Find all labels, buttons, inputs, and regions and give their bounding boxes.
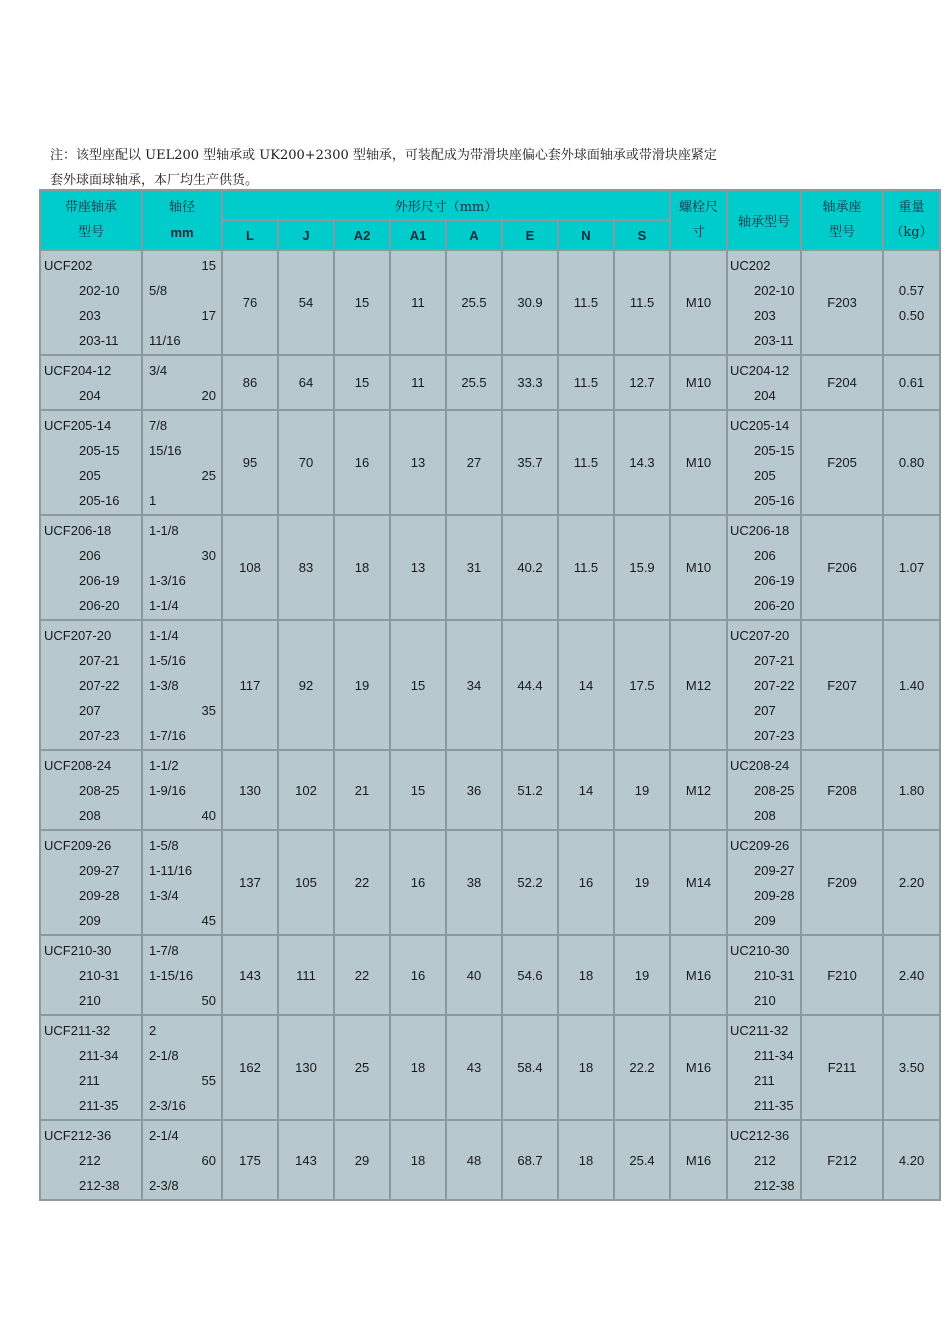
shaft-diameter: 2-3/16: [149, 1097, 186, 1113]
cell-dim-S: 17.5: [615, 621, 669, 749]
model-code: 205: [79, 467, 101, 483]
cell-dim-N: 11.5: [559, 411, 613, 514]
cell-model: [41, 516, 141, 619]
header-housing-line-1: 轴承座: [822, 200, 862, 215]
model-code: 212: [79, 1152, 101, 1168]
cell-dim-L: 137: [223, 831, 277, 934]
cell-shaft: [143, 936, 221, 1014]
cell-shaft: [143, 831, 221, 934]
model-code: UCF209-26: [44, 837, 112, 853]
cell-dim-L: 108: [223, 516, 277, 619]
note-line-1: 注：该型座配以 UEL200 型轴承或 UK200+2300 型轴承，可装配成为带滑块座偏心套外球面轴承或带滑块座紧定: [50, 148, 717, 163]
cell-dim-E: 51.2: [503, 751, 557, 829]
model-code: 207-23: [79, 727, 120, 743]
bearing-code: UC204-12: [730, 362, 790, 378]
table-row: [41, 831, 939, 934]
cell-dim-E: 33.3: [503, 356, 557, 409]
bearing-code: 206: [754, 547, 776, 563]
cell-bearing: [728, 1121, 800, 1199]
cell-bearing: [728, 831, 800, 934]
cell-dim-S: 25.4: [615, 1121, 669, 1199]
bearing-code: 204: [754, 387, 776, 403]
cell-dim-N: 11.5: [559, 356, 613, 409]
bearing-code: 205-16: [754, 492, 795, 508]
header-dim-E: E: [503, 221, 557, 249]
shaft-diameter: 1-1/4: [149, 627, 179, 643]
cell-dim-E: 30.9: [503, 251, 557, 354]
shaft-diameter: 20: [201, 387, 216, 403]
cell-bolt: M12: [671, 621, 726, 749]
bearing-code: 211-35: [754, 1097, 794, 1113]
table-row: [41, 751, 939, 829]
cell-dim-N: 11.5: [559, 251, 613, 354]
bearing-code: UC206-18: [730, 522, 790, 538]
cell-dim-A1: 13: [391, 516, 445, 619]
cell-model: [41, 621, 141, 749]
cell-dim-A: 43: [447, 1016, 501, 1119]
cell-weight: [884, 411, 939, 514]
model-code: 207-21: [79, 652, 120, 668]
shaft-diameter: 1-5/16: [149, 652, 186, 668]
weight-value: 4.20: [898, 1152, 925, 1168]
bearing-code: 205: [754, 467, 776, 483]
header-model-line-2: 型号: [77, 225, 104, 240]
weight-value: 1.40: [898, 677, 925, 693]
cell-bolt: M10: [671, 251, 726, 354]
weight-value: 0.50: [898, 307, 925, 323]
cell-bearing: [728, 516, 800, 619]
shaft-diameter: 1-3/8: [149, 677, 179, 693]
shaft-diameter: 2-1/8: [149, 1047, 179, 1063]
shaft-diameter: 3/4: [149, 362, 168, 378]
bearing-code: 208: [754, 807, 776, 823]
cell-weight: [884, 1121, 939, 1199]
header-dim-N: N: [559, 221, 613, 249]
bearing-code: 210-31: [754, 967, 795, 983]
cell-dim-E: 44.4: [503, 621, 557, 749]
shaft-diameter: 1: [149, 492, 157, 508]
note-text: [50, 143, 790, 193]
header-dim-S: S: [615, 221, 669, 249]
header-housing-line-2: 型号: [829, 225, 856, 240]
cell-dim-A2: 22: [335, 936, 389, 1014]
model-code: UCF204-12: [44, 362, 112, 378]
model-code: 206-19: [79, 572, 120, 588]
cell-dim-A: 25.5: [447, 356, 501, 409]
table-row: [41, 936, 939, 1014]
cell-model: [41, 411, 141, 514]
cell-dim-L: 130: [223, 751, 277, 829]
model-code: 210: [79, 992, 101, 1008]
cell-dim-A1: 18: [391, 1121, 445, 1199]
bearing-code: UC202: [730, 257, 771, 273]
model-code: UCF212-36: [44, 1127, 112, 1143]
cell-housing: F203: [802, 251, 882, 354]
header-weight-line-1: 重量: [898, 200, 925, 215]
model-code: 206: [79, 547, 101, 563]
model-code: 209: [79, 912, 101, 928]
cell-shaft: [143, 516, 221, 619]
cell-shaft: [143, 621, 221, 749]
header-shaft-line-1: 轴径: [168, 200, 195, 215]
cell-bolt: M16: [671, 936, 726, 1014]
bearing-code: 203: [754, 307, 776, 323]
cell-dim-A: 31: [447, 516, 501, 619]
cell-dim-A: 38: [447, 831, 501, 934]
cell-dim-A2: 22: [335, 831, 389, 934]
bearing-code: 208-25: [754, 782, 795, 798]
header-model-line-1: 带座轴承: [64, 200, 117, 215]
shaft-diameter: 40: [201, 807, 216, 823]
model-code: 207-22: [79, 677, 120, 693]
shaft-diameter: 2-1/4: [149, 1127, 179, 1143]
cell-weight: [884, 621, 939, 749]
cell-dim-S: 12.7: [615, 356, 669, 409]
cell-dim-N: 18: [559, 1016, 613, 1119]
header-dims-group: 外形尺寸（mm）: [223, 191, 669, 219]
header-model: [41, 191, 141, 249]
bearing-code: UC207-20: [730, 627, 790, 643]
cell-dim-E: 58.4: [503, 1016, 557, 1119]
cell-weight: [884, 936, 939, 1014]
shaft-diameter: 1-1/2: [149, 757, 179, 773]
bearing-code: 209: [754, 912, 776, 928]
cell-dim-A2: 16: [335, 411, 389, 514]
header-bearing: 轴承型号: [728, 191, 800, 249]
cell-dim-A: 36: [447, 751, 501, 829]
cell-dim-S: 19: [615, 831, 669, 934]
cell-dim-S: 22.2: [615, 1016, 669, 1119]
cell-housing: F212: [802, 1121, 882, 1199]
cell-weight: [884, 516, 939, 619]
shaft-diameter: 1-7/8: [149, 942, 179, 958]
cell-dim-S: 19: [615, 936, 669, 1014]
cell-dim-L: 175: [223, 1121, 277, 1199]
cell-dim-A2: 29: [335, 1121, 389, 1199]
cell-dim-A1: 13: [391, 411, 445, 514]
cell-dim-A1: 16: [391, 936, 445, 1014]
shaft-diameter: 35: [201, 702, 216, 718]
cell-housing: F205: [802, 411, 882, 514]
header-bolt-line-1: 螺栓尺: [679, 200, 719, 215]
table-row: [41, 1016, 939, 1119]
weight-value: 2.20: [898, 875, 925, 890]
header-shaft-line-2: mm: [170, 225, 194, 240]
model-code: UCF208-24: [44, 757, 112, 773]
bearing-code: 206-19: [754, 572, 795, 588]
cell-dim-A2: 21: [335, 751, 389, 829]
shaft-diameter: 11/16: [149, 332, 181, 348]
shaft-diameter: 55: [201, 1072, 216, 1088]
cell-bolt: M16: [671, 1121, 726, 1199]
cell-housing: F207: [802, 621, 882, 749]
model-code: 205-15: [79, 442, 120, 458]
table-row: [41, 1121, 939, 1199]
cell-dim-J: 54: [279, 251, 333, 354]
shaft-diameter: 1-3/16: [149, 572, 186, 588]
bearing-code: UC209-26: [730, 837, 790, 853]
cell-model: [41, 1121, 141, 1199]
model-code: 204: [79, 387, 101, 403]
weight-value: 1.80: [898, 782, 925, 798]
bearing-code: 203-11: [754, 332, 794, 348]
cell-dim-L: 76: [223, 251, 277, 354]
cell-dim-A: 48: [447, 1121, 501, 1199]
cell-dim-L: 143: [223, 936, 277, 1014]
model-code: UCF211-32: [44, 1022, 111, 1038]
cell-dim-A2: 15: [335, 356, 389, 409]
cell-dim-A1: 15: [391, 621, 445, 749]
bearing-code: 207-21: [754, 652, 795, 668]
cell-bolt: M10: [671, 516, 726, 619]
cell-housing: F211: [802, 1016, 882, 1119]
cell-model: [41, 751, 141, 829]
cell-dim-E: 68.7: [503, 1121, 557, 1199]
bearing-spec-table: [39, 189, 941, 1201]
bearing-code: 207: [754, 702, 776, 718]
bearing-code: 211: [754, 1072, 775, 1088]
cell-dim-A2: 15: [335, 251, 389, 354]
cell-bolt: M10: [671, 411, 726, 514]
cell-dim-A1: 11: [391, 356, 445, 409]
model-code: UCF206-18: [44, 522, 112, 538]
cell-shaft: [143, 356, 221, 409]
cell-weight: [884, 356, 939, 409]
shaft-diameter: 1-3/4: [149, 887, 179, 903]
model-code: 203: [79, 307, 101, 323]
cell-dim-A: 34: [447, 621, 501, 749]
table-row: [41, 411, 939, 514]
header-dim-A: A: [447, 221, 501, 249]
model-code: UCF207-20: [44, 627, 112, 643]
cell-dim-J: 64: [279, 356, 333, 409]
cell-dim-N: 14: [559, 621, 613, 749]
shaft-diameter: 15: [201, 257, 216, 273]
cell-dim-N: 18: [559, 1121, 613, 1199]
cell-dim-J: 92: [279, 621, 333, 749]
cell-bolt: M14: [671, 831, 726, 934]
cell-dim-S: 19: [615, 751, 669, 829]
weight-value: 0.61: [898, 375, 925, 390]
cell-dim-E: 40.2: [503, 516, 557, 619]
model-code: 209-28: [79, 887, 120, 903]
cell-housing: F209: [802, 831, 882, 934]
shaft-diameter: 60: [201, 1152, 216, 1168]
shaft-diameter: 25: [201, 467, 216, 483]
table-row: [41, 356, 939, 409]
cell-bearing: [728, 621, 800, 749]
cell-model: [41, 356, 141, 409]
header-shaft: [143, 191, 221, 249]
shaft-diameter: 1-1/4: [149, 597, 179, 613]
shaft-diameter: 2: [149, 1022, 157, 1038]
header-weight: [884, 191, 939, 249]
bearing-code: 212-38: [754, 1177, 795, 1193]
cell-dim-A: 40: [447, 936, 501, 1014]
bearing-code: UC205-14: [730, 417, 790, 433]
table-row: [41, 251, 939, 354]
cell-dim-L: 86: [223, 356, 277, 409]
cell-dim-J: 111: [279, 936, 333, 1014]
weight-value: 0.57: [898, 282, 925, 298]
cell-shaft: [143, 251, 221, 354]
cell-bearing: [728, 1016, 800, 1119]
bearing-code: 209-27: [754, 862, 795, 878]
model-code: UCF205-14: [44, 417, 112, 433]
shaft-diameter: 1-7/16: [149, 727, 186, 743]
cell-dim-A1: 18: [391, 1016, 445, 1119]
weight-value: 1.07: [898, 560, 925, 575]
model-code: UCF210-30: [44, 942, 112, 958]
cell-bearing: [728, 356, 800, 409]
cell-dim-A1: 15: [391, 751, 445, 829]
model-code: 206-20: [79, 597, 120, 613]
cell-bolt: M10: [671, 356, 726, 409]
bearing-code: 207-23: [754, 727, 795, 743]
cell-dim-A2: 18: [335, 516, 389, 619]
cell-model: [41, 1016, 141, 1119]
shaft-diameter: 1-1/8: [149, 522, 179, 538]
cell-dim-J: 102: [279, 751, 333, 829]
model-code: 208-25: [79, 782, 120, 798]
cell-bearing: [728, 251, 800, 354]
cell-shaft: [143, 411, 221, 514]
cell-housing: F204: [802, 356, 882, 409]
cell-dim-S: 11.5: [615, 251, 669, 354]
bearing-code: 202-10: [754, 282, 795, 298]
cell-dim-L: 117: [223, 621, 277, 749]
cell-model: [41, 251, 141, 354]
table-row: [41, 621, 939, 749]
model-code: 205-16: [79, 492, 120, 508]
shaft-diameter: 1-9/16: [149, 782, 186, 798]
model-code: UCF202: [44, 257, 93, 273]
cell-dim-A: 25.5: [447, 251, 501, 354]
model-code: 210-31: [79, 967, 120, 983]
cell-bolt: M12: [671, 751, 726, 829]
cell-dim-S: 14.3: [615, 411, 669, 514]
bearing-code: 205-15: [754, 442, 795, 458]
shaft-diameter: 17: [201, 307, 216, 323]
header-housing: [802, 191, 882, 249]
cell-weight: [884, 1016, 939, 1119]
shaft-diameter: 7/8: [149, 417, 168, 433]
weight-value: 0.80: [898, 455, 925, 470]
cell-dim-N: 18: [559, 936, 613, 1014]
cell-weight: [884, 251, 939, 354]
weight-value: 3.50: [898, 1060, 925, 1075]
model-code: 211: [79, 1072, 100, 1088]
cell-dim-N: 16: [559, 831, 613, 934]
cell-dim-L: 162: [223, 1016, 277, 1119]
cell-dim-A1: 11: [391, 251, 445, 354]
note-line-2: 套外球面球轴承，本厂均生产供货。: [50, 173, 259, 188]
cell-model: [41, 831, 141, 934]
weight-value: 2.40: [898, 967, 925, 983]
shaft-diameter: 5/8: [149, 282, 168, 298]
cell-model: [41, 936, 141, 1014]
model-code: 202-10: [79, 282, 120, 298]
shaft-diameter: 1-5/8: [149, 837, 179, 853]
bearing-code: 206-20: [754, 597, 795, 613]
cell-bearing: [728, 936, 800, 1014]
header-bolt: [671, 191, 726, 249]
cell-dim-A1: 16: [391, 831, 445, 934]
shaft-diameter: 15/16: [149, 442, 182, 458]
cell-weight: [884, 831, 939, 934]
cell-dim-J: 83: [279, 516, 333, 619]
cell-dim-J: 130: [279, 1016, 333, 1119]
shaft-diameter: 1-11/16: [149, 862, 193, 878]
model-code: 211-35: [79, 1097, 119, 1113]
cell-dim-N: 11.5: [559, 516, 613, 619]
shaft-diameter: 1-15/16: [149, 967, 194, 983]
model-code: 207: [79, 702, 101, 718]
cell-dim-A2: 25: [335, 1016, 389, 1119]
bearing-code: 209-28: [754, 887, 795, 903]
bearing-code: UC208-24: [730, 757, 790, 773]
header-dim-A1: A1: [391, 221, 445, 249]
header-dim-L: L: [223, 221, 277, 249]
shaft-diameter: 45: [201, 912, 216, 928]
cell-dim-E: 52.2: [503, 831, 557, 934]
bearing-code: 210: [754, 992, 776, 1008]
shaft-diameter: 2-3/8: [149, 1177, 179, 1193]
cell-shaft: [143, 1121, 221, 1199]
cell-dim-E: 35.7: [503, 411, 557, 514]
cell-bolt: M16: [671, 1016, 726, 1119]
bearing-code: UC211-32: [730, 1022, 789, 1038]
cell-dim-A2: 19: [335, 621, 389, 749]
bearing-code: 212: [754, 1152, 776, 1168]
bearing-code: 207-22: [754, 677, 795, 693]
header-weight-line-2: （kg）: [890, 225, 933, 240]
bearing-code: UC212-36: [730, 1127, 790, 1143]
bearing-code: UC210-30: [730, 942, 790, 958]
cell-dim-E: 54.6: [503, 936, 557, 1014]
header-dim-A2: A2: [335, 221, 389, 249]
model-code: 203-11: [79, 332, 119, 348]
header-dim-J: J: [279, 221, 333, 249]
cell-bearing: [728, 411, 800, 514]
cell-dim-N: 14: [559, 751, 613, 829]
cell-dim-L: 95: [223, 411, 277, 514]
cell-housing: F206: [802, 516, 882, 619]
header-bolt-line-2: 寸: [692, 225, 706, 240]
shaft-diameter: 30: [201, 547, 216, 563]
shaft-diameter: 50: [201, 992, 216, 1008]
model-code: 211-34: [79, 1047, 119, 1063]
cell-weight: [884, 751, 939, 829]
model-code: 212-38: [79, 1177, 120, 1193]
table-body: [41, 251, 939, 1199]
cell-dim-J: 70: [279, 411, 333, 514]
table-row: [41, 516, 939, 619]
cell-shaft: [143, 1016, 221, 1119]
cell-dim-J: 143: [279, 1121, 333, 1199]
cell-dim-S: 15.9: [615, 516, 669, 619]
cell-housing: F210: [802, 936, 882, 1014]
cell-shaft: [143, 751, 221, 829]
cell-dim-A: 27: [447, 411, 501, 514]
model-code: 208: [79, 807, 101, 823]
cell-housing: F208: [802, 751, 882, 829]
cell-dim-J: 105: [279, 831, 333, 934]
cell-bearing: [728, 751, 800, 829]
model-code: 209-27: [79, 862, 120, 878]
bearing-code: 211-34: [754, 1047, 794, 1063]
